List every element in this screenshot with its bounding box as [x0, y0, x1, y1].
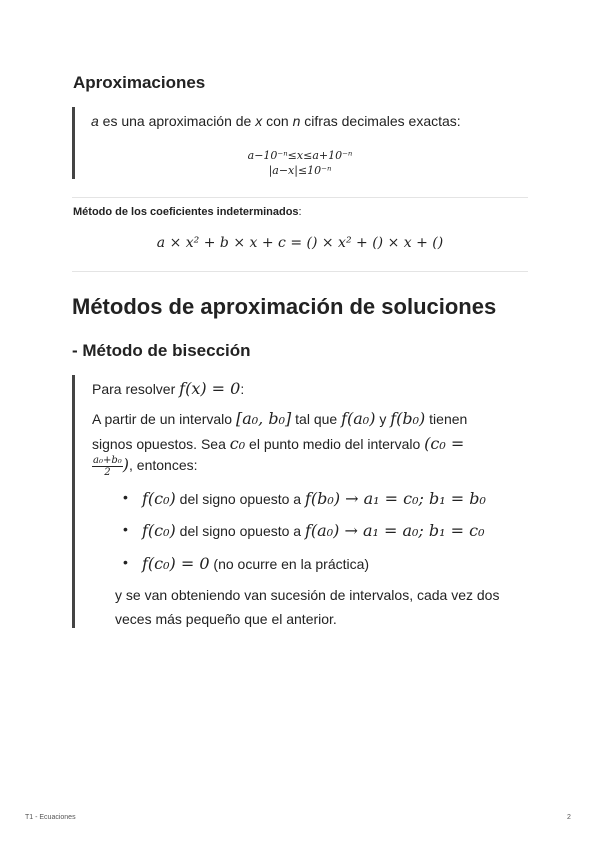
entonces-text: , entonces:: [129, 457, 198, 474]
midpoint-line: [92, 434, 464, 453]
interval-text-3: y: [375, 411, 391, 427]
close-paren: ): [122, 455, 130, 475]
bullet-3-text: (no ocurre en la práctica): [209, 556, 370, 572]
c0-math: c₀: [229, 434, 246, 453]
fraction-line: [92, 455, 198, 478]
bullet-dot-icon: •: [123, 489, 128, 505]
definition-part-3: cifras decimales exactas:: [300, 113, 461, 129]
coefficients-equation: a × x² + b × x + c = () × x² + () × x + (): [156, 235, 444, 251]
divider-1: [72, 197, 528, 198]
var-n: n: [292, 113, 301, 129]
interval-line: [92, 409, 467, 428]
fb0-math: f(b₀): [390, 409, 426, 428]
coefficients-method-title: Método de los coeficientes indeterminados: [73, 206, 299, 218]
bullet-2-math-1: f(c₀): [142, 521, 176, 540]
c0-eq-math: (c₀ =: [424, 434, 465, 453]
bullet-3-math-1: f(c₀) = 0: [142, 554, 210, 573]
interval-text-4: tienen: [425, 411, 468, 427]
fraction-numerator: a₀+b₀: [93, 455, 122, 466]
var-a: a: [91, 113, 99, 129]
midpoint-text-1: signos opuestos. Sea: [92, 436, 230, 452]
bullet-1-math-2: f(b₀) → a₁ = c₀; b₁ = b₀: [305, 489, 486, 508]
page-number: 2: [567, 814, 571, 821]
approximation-formula-2: |a−x|≤10⁻ⁿ: [268, 164, 332, 177]
resolver-text: Para resolver: [92, 381, 180, 397]
interval-text-2: tal que: [291, 411, 342, 427]
definition-text: [91, 113, 461, 129]
coefficients-label: [73, 206, 302, 218]
bullet-dot-icon: •: [123, 554, 128, 570]
resolver-math: f(x) = 0: [179, 379, 241, 398]
interval-math: [a₀, b₀]: [235, 409, 292, 428]
midpoint-text-2: el punto medio del intervalo: [245, 436, 425, 452]
midpoint-fraction: [92, 455, 123, 478]
section-heading-aproximaciones: Aproximaciones: [73, 73, 206, 92]
approximation-formula-1: a−10⁻ⁿ≤x≤a+10⁻ⁿ: [247, 149, 353, 162]
bullet-2-text: del signo opuesto a: [175, 523, 305, 539]
closing-line-2: veces más pequeño que el anterior.: [115, 611, 337, 627]
main-heading: Métodos de aproximación de soluciones: [72, 294, 497, 319]
definition-part-2: con: [262, 113, 293, 129]
fa0-math: f(a₀): [341, 409, 376, 428]
divider-2: [72, 271, 528, 272]
bullet-dot-icon: •: [123, 521, 128, 537]
var-x: x: [255, 113, 263, 129]
resolver-colon: :: [240, 381, 245, 397]
bullet-1-text: del signo opuesto a: [175, 491, 305, 507]
bullet-1-math-1: f(c₀): [142, 489, 176, 508]
bisection-blockquote: [72, 375, 531, 628]
coefficients-colon: :: [298, 206, 302, 218]
subheading-biseccion: - Método de bisección: [72, 341, 251, 360]
definition-blockquote: [72, 107, 525, 179]
footer-title: T1 - Ecuaciones: [25, 814, 76, 821]
bullet-2-math-2: f(a₀) → a₁ = a₀; b₁ = c₀: [305, 521, 485, 540]
interval-text-1: A partir de un intervalo: [92, 411, 236, 427]
fraction-denominator: 2: [104, 467, 111, 478]
closing-line-1: y se van obteniendo van sucesión de intervalos, cada vez dos: [115, 587, 500, 603]
definition-part-1: es una aproximación de: [98, 113, 256, 129]
resolver-line: [92, 379, 244, 398]
